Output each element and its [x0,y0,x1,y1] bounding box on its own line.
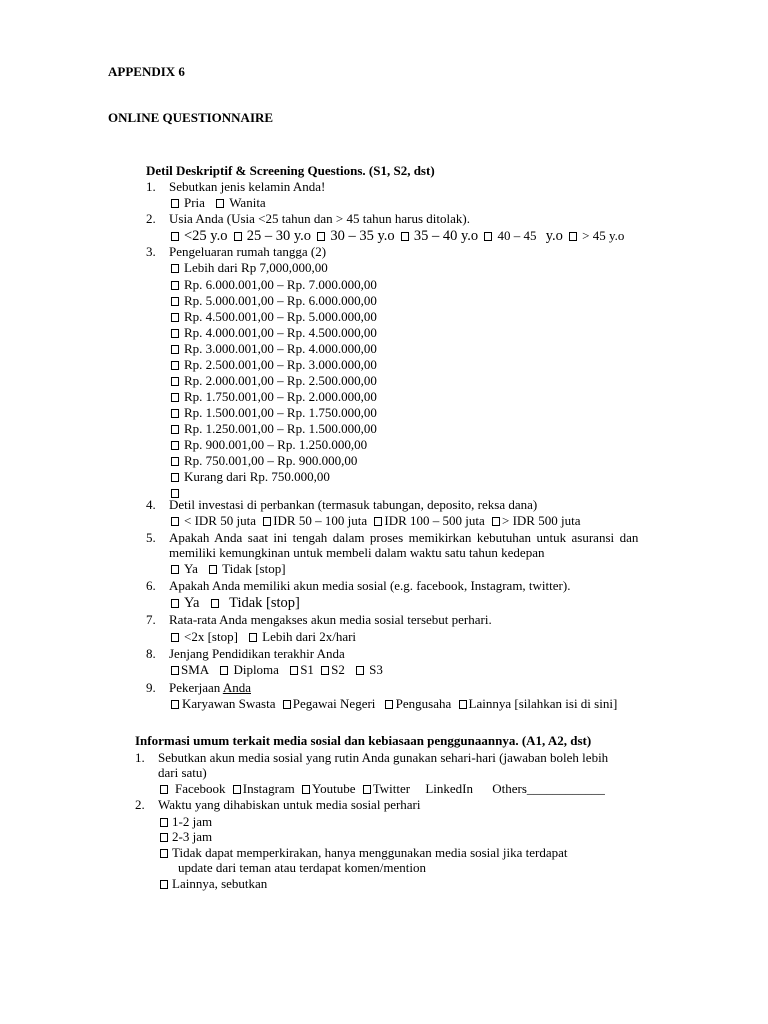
option-age-35-40[interactable]: 35 – 40 y.o [401,228,478,244]
option-expense-7[interactable]: Rp. 2.500.001,00 – Rp. 3.000.000,00 [171,357,377,373]
checkbox-icon [171,345,179,354]
checkbox-icon [234,232,242,241]
checkbox-icon [249,633,257,642]
checkbox-icon [569,232,577,241]
option-facebook[interactable]: Facebook [160,781,226,796]
option-expense-10[interactable]: Rp. 1.500.001,00 – Rp. 1.750.000,00 [171,405,377,421]
q7-number: 7. [146,612,156,627]
checkbox-icon [263,517,271,526]
checkbox-icon [171,457,179,466]
option-expense-12[interactable]: Rp. 900.001,00 – Rp. 1.250.000,00 [171,437,367,453]
checkbox-icon [385,700,393,709]
q6-options [171,595,300,611]
checkbox-icon [363,785,371,794]
q5-number: 5. [146,530,156,545]
s2-q1-text-line1: Sebutkan akun media sosial yang rutin Anda gunakan sehari-hari (jawaban boleh lebih [158,750,609,765]
q3-text: Pengeluaran rumah tangga (2) [169,244,327,259]
option-instagram[interactable]: Instagram [233,781,295,796]
checkbox-icon [171,473,179,482]
option-tidak-dapat[interactable]: Tidak dapat memperkirakan, hanya menggunakan media sosial jika terdapat [160,845,568,861]
option-under-2x[interactable]: <2x [stop] [171,629,238,644]
option-youtube[interactable]: Youtube [302,781,355,796]
option-lainnya-sebutkan[interactable]: Lainnya, sebutkan [160,876,267,892]
option-age-25-30[interactable]: 25 – 30 y.o [234,228,311,244]
option-diploma[interactable]: Diploma [220,662,279,677]
option-twitter[interactable]: Twitter [363,781,410,796]
s2-q1-text-line2: dari satu) [158,765,207,780]
q2-options [171,228,624,244]
q1-options [171,195,274,211]
option-tidak-stop[interactable]: Tidak [stop] [211,595,300,611]
option-karyawan-swasta[interactable]: Karyawan Swasta [171,696,276,711]
option-expense-2[interactable]: Rp. 6.000.001,00 – Rp. 7.000.000,00 [171,277,377,293]
checkbox-icon [171,700,179,709]
checkbox-icon [160,785,168,794]
checkbox-icon [209,565,217,574]
page-title: ONLINE QUESTIONNAIRE [108,110,274,125]
option-invest-1[interactable]: < IDR 50 juta [171,513,256,528]
q7-text: Rata-rata Anda mengakses akun media sosial tersebut perhari. [169,612,492,627]
q9-options [171,696,617,712]
option-expense-4[interactable]: Rp. 4.500.001,00 – Rp. 5.000.000,00 [171,309,377,325]
q9-number: 9. [146,680,156,695]
checkbox-icon [484,232,492,241]
q4-options [171,513,580,529]
checkbox-icon [317,232,325,241]
option-sma[interactable]: SMA [171,662,209,677]
checkbox-icon [171,281,179,290]
option-s3[interactable]: S3 [356,662,383,677]
checkbox-icon [160,818,168,827]
option-age-over-45[interactable]: > 45 y.o [569,228,624,243]
option-expense-5[interactable]: Rp. 4.000.001,00 – Rp. 4.500.000,00 [171,325,377,341]
option-pria[interactable]: Pria [171,195,205,210]
checkbox-icon [233,785,241,794]
s2-q1-options [160,781,605,797]
q4-text: Detil investasi di perbankan (termasuk tabungan, deposito, reksa dana) [169,497,538,512]
option-expense-1[interactable]: Lebih dari Rp 7,000,000,00 [171,260,328,276]
appendix-label: APPENDIX 6 [108,64,185,79]
option-expense-3[interactable]: Rp. 5.000.001,00 – Rp. 6.000.000,00 [171,293,377,309]
option-age-40-45[interactable]: 40 – 45 [484,228,536,243]
s2-q1-number: 1. [135,750,145,765]
q9-text: Pekerjaan Anda [169,680,251,695]
checkbox-icon [171,565,179,574]
checkbox-icon [374,517,382,526]
checkbox-icon [160,880,168,889]
q1-number: 1. [146,179,156,194]
checkbox-icon [171,264,179,273]
option-invest-4[interactable]: > IDR 500 juta [492,513,580,528]
option-2-3-jam[interactable]: 2-3 jam [160,829,212,845]
checkbox-icon [171,517,179,526]
s2-q2-text: Waktu yang dihabiskan untuk media sosial perhari [158,797,421,812]
checkbox-icon [211,599,219,608]
q5-text-line2: memiliki kemungkinan untuk membeli dalam waktu satu tahun kedepan [169,545,545,560]
checkbox-icon [171,297,179,306]
option-ya[interactable]: Ya [171,595,199,611]
checkbox-icon [160,849,168,858]
q5-text-line1: Apakah Anda saat ini tengah dalam proses memikirkan kebutuhan untuk asuransi dan [169,530,639,545]
option-age-under-25[interactable]: <25 y.o [171,228,228,244]
option-s2[interactable]: S2 [321,662,345,677]
section2-heading: Informasi umum terkait media sosial dan kebiasaan penggunaannya. (A1, A2, dst) [135,733,592,748]
option-tidak-dapat-line2: update dari teman atau terdapat komen/mention [178,860,426,875]
checkbox-icon [171,409,179,418]
option-expense-9[interactable]: Rp. 1.750.001,00 – Rp. 2.000.000,00 [171,389,377,405]
checkbox-icon [171,329,179,338]
checkbox-icon [171,361,179,370]
option-wanita[interactable]: Wanita [216,195,266,210]
q8-number: 8. [146,646,156,661]
checkbox-icon [171,425,179,434]
q8-text: Jenjang Pendidikan terakhir Anda [169,646,345,661]
q7-options [171,629,356,645]
checkbox-icon [220,666,228,675]
q4-number: 4. [146,497,156,512]
checkbox-icon [171,232,179,241]
q6-text: Apakah Anda memiliki akun media sosial (e.g. facebook, Instagram, twitter). [169,578,571,593]
q3-number: 3. [146,244,156,259]
option-expense-11[interactable]: Rp. 1.250.001,00 – Rp. 1.500.000,00 [171,421,377,437]
checkbox-icon [401,232,409,241]
option-invest-2[interactable]: IDR 50 – 100 juta [263,513,367,528]
checkbox-icon [171,633,179,642]
checkbox-icon [171,441,179,450]
q5-options [171,561,286,577]
option-expense-6[interactable]: Rp. 3.000.001,00 – Rp. 4.000.000,00 [171,341,377,357]
checkbox-icon [356,666,364,675]
option-invest-3[interactable]: IDR 100 – 500 juta [374,513,484,528]
checkbox-icon [171,393,179,402]
checkbox-icon [492,517,500,526]
option-1-2-jam[interactable]: 1-2 jam [160,814,212,830]
checkbox-icon [171,666,179,675]
option-more-2x[interactable]: Lebih dari 2x/hari [249,629,356,644]
option-lainnya[interactable]: Lainnya [silahkan isi di sini] [459,696,618,711]
q2-text: Usia Anda (Usia <25 tahun dan > 45 tahun harus ditolak). [169,211,470,226]
q2-number: 2. [146,211,156,226]
checkbox-icon [171,199,179,208]
checkbox-icon [171,599,179,608]
option-pegawai-negeri[interactable]: Pegawai Negeri [283,696,376,711]
q1-text: Sebutkan jenis kelamin Anda! [169,179,326,194]
option-expense-13[interactable]: Rp. 750.001,00 – Rp. 900.000,00 [171,453,357,469]
s2-q2-number: 2. [135,797,145,812]
option-age-30-35[interactable]: 30 – 35 y.o [317,228,394,244]
option-tidak-stop[interactable]: Tidak [stop] [209,561,285,576]
option-expense-8[interactable]: Rp. 2.000.001,00 – Rp. 2.500.000,00 [171,373,377,389]
option-ya[interactable]: Ya [171,561,198,576]
checkbox-icon [283,700,291,709]
checkbox-icon [171,377,179,386]
checkbox-icon [302,785,310,794]
option-linkedin[interactable]: LinkedIn [425,781,474,796]
option-pengusaha[interactable]: Pengusaha [385,696,452,711]
checkbox-icon [459,700,467,709]
checkbox-icon [216,199,224,208]
option-others[interactable]: Others____________ [492,781,605,796]
q6-number: 6. [146,578,156,593]
q8-options [171,662,383,678]
checkbox-icon [160,833,168,842]
section1-heading: Detil Deskriptif & Screening Questions. (S1, S2, dst) [146,163,435,178]
option-expense-14[interactable]: Kurang dari Rp. 750.000,00 [171,469,330,485]
checkbox-icon [171,313,179,322]
option-s1[interactable]: S1 [290,662,314,677]
checkbox-icon [321,666,329,675]
option-age-40-45-suffix: y.o [545,228,563,244]
checkbox-icon [290,666,298,675]
